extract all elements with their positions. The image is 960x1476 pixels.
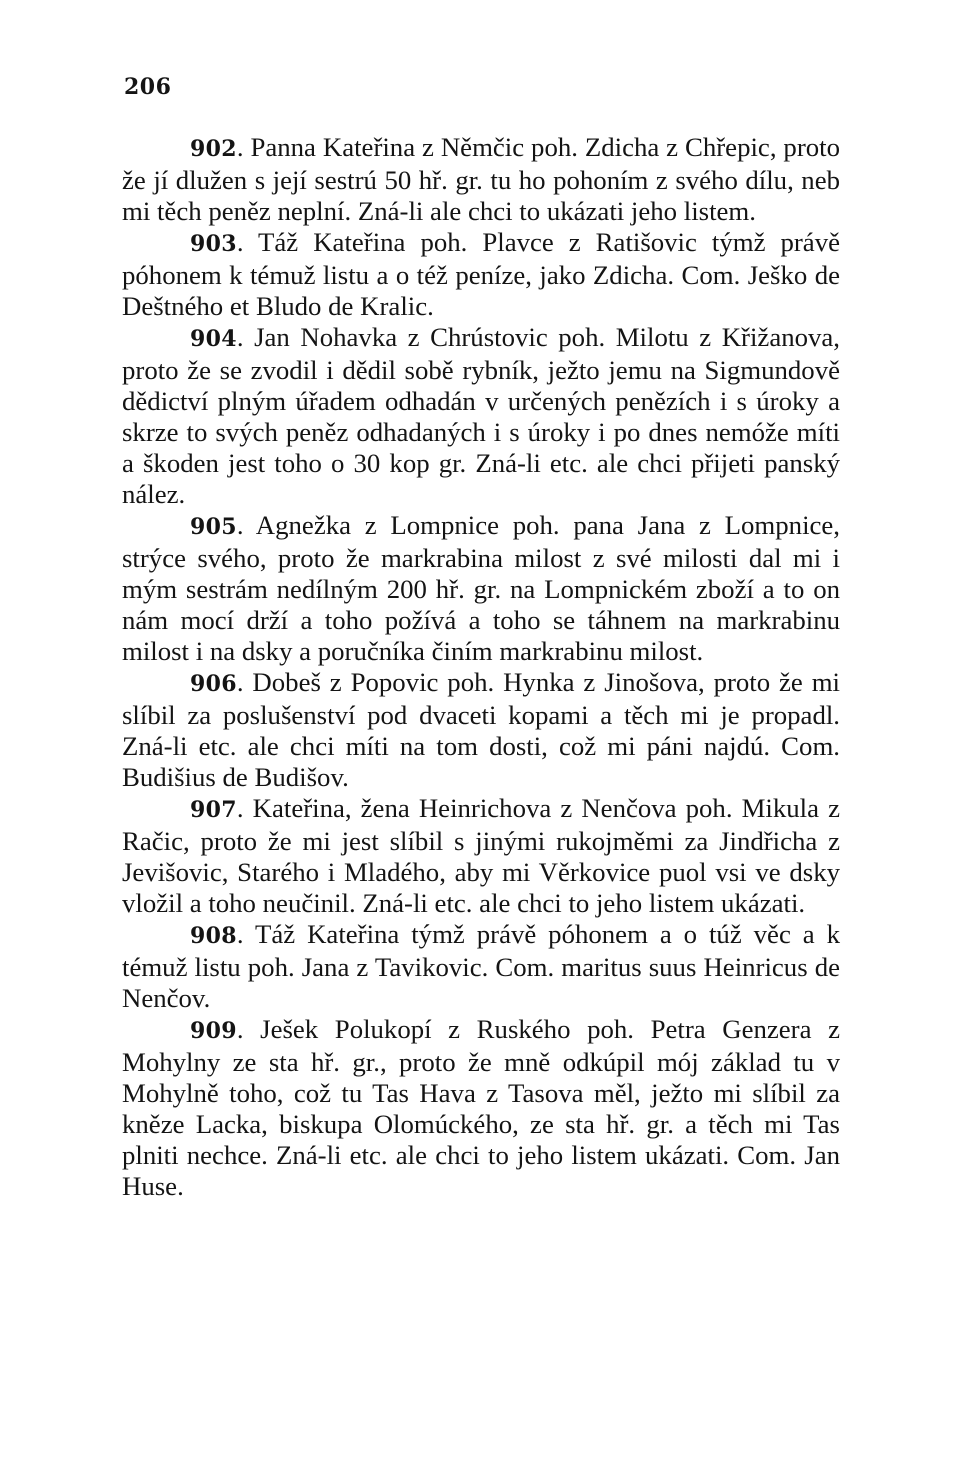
entry-903: 903. Táž Kateřina poh. Plavce z Ratišovic týmž právě póhonem k témuž listu a o též peníze, jako Zdicha. Com. Ješko de Deštného et Bludo de Kralic. (122, 227, 840, 321)
entry-number: 909 (190, 1018, 237, 1044)
entry-text: Jan Nohavka z Chrústovic poh. Milotu z Křižanova, proto že se zvodil i dědil sobě rybník, ježto jemu na Sigmundově dědictví plným úřadem odhadán v určených penězích i s úroky a skrze to svých peněz odhadaných i s úroky i po dnes nemóže míti a škoden jest toho o 30 kop gr. Zná-li etc. ale chci přijeti panský nález. (122, 322, 840, 509)
entry-number: 908 (190, 923, 237, 949)
entry-text: Táž Kateřina týmž právě póhonem a o túž věc a k témuž listu poh. Jana z Tavikovic. Com. maritus suus Heinricus de Nenčov. (122, 919, 840, 1013)
entry-906: 906. Dobeš z Popovic poh. Hynka z Jinošova, proto že mi slíbil za poslušenství pod dvaceti kopami a těch mi je propadl. Zná-li etc. ale chci míti na tom dosti, což mi páni najdú. Com. Budišius de Budišov. (122, 667, 840, 792)
entry-text: Kateřina, žena Heinrichova z Nenčova poh. Mikula z Račic, proto že mi jest slíbil s jinými rukojměmi za Jindřicha z Jevišovic, Starého i Mladého, aby mi Věrkovice puol vsi ve dsky vložil a toho neučinil. Zná-li etc. ale chci to jeho listem ukázati. (122, 793, 840, 918)
entry-904: 904. Jan Nohavka z Chrústovic poh. Milotu z Křižanova, proto že se zvodil i dědil sobě rybník, ježto jemu na Sigmundově dědictví plným úřadem odhadán v určených penězích i s úroky a skrze to svých peněz odhadaných i s úroky i po dnes nemóže míti a škoden jest toho o 30 kop gr. Zná-li etc. ale chci přijeti panský nález. (122, 322, 840, 509)
entry-text: Táž Kateřina poh. Plavce z Ratišovic týmž právě póhonem k témuž listu a o též peníze, jako Zdicha. Com. Ješko de Deštného et Bludo de Kralic. (122, 227, 840, 321)
entry-number: 902 (190, 136, 237, 162)
entry-number: 904 (190, 326, 237, 352)
entry-text: Agnežka z Lompnice poh. pana Jana z Lompnice, strýce svého, proto že markrabina milost z své milosti dal mi i mým sestrám nedílným 200 hř. gr. na Lompnickém zboží a to on nám mocí drží a toho požívá a toho se táhnem na markrabinu milost i na dsky a poručníka činím markrabinu milost. (122, 510, 840, 666)
entry-number: 905 (190, 514, 237, 540)
entry-text: Dobeš z Popovic poh. Hynka z Jinošova, proto že mi slíbil za poslušenství pod dvaceti kopami a těch mi je propadl. Zná-li etc. ale chci míti na tom dosti, což mi páni najdú. Com. Budišius de Budišov. (122, 667, 840, 792)
entries-list (122, 132, 840, 1202)
entry-number: 907 (190, 797, 237, 823)
entry-909: 909. Ješek Polukopí z Ruského poh. Petra Genzera z Mohylny ze sta hř. gr., proto že mně odkúpil mój základ tu v Mohylně toho, což tu Tas Hava z Tasova měl, ježto mi slíbil za kněze Lacka, biskupa Olomúckého, ze sta hř. gr. a těch mi Tas plniti nechce. Zná-li etc. ale chci to jeho listem ukázati. Com. Jan Huse. (122, 1014, 840, 1201)
entry-907: 907. Kateřina, žena Heinrichova z Nenčova poh. Mikula z Račic, proto že mi jest slíbil s jinými rukojměmi za Jindřicha z Jevišovic, Starého i Mladého, aby mi Věrkovice puol vsi ve dsky vložil a toho neučinil. Zná-li etc. ale chci to jeho listem ukázati. (122, 793, 840, 918)
entry-text: Panna Kateřina z Němčic poh. Zdicha z Chřepic, proto že jí dlužen s její sestrú 50 hř. gr. tu ho pohoním z svého dílu, neb mi těch peněz neplní. Zná-li ale chci to ukázati jeho listem. (122, 132, 840, 226)
entry-905: 905. Agnežka z Lompnice poh. pana Jana z Lompnice, strýce svého, proto že markrabina milost z své milosti dal mi i mým sestrám nedílným 200 hř. gr. na Lompnickém zboží a to on nám mocí drží a toho požívá a toho se táhnem na markrabinu milost i na dsky a poručníka činím markrabinu milost. (122, 510, 840, 666)
entry-908: 908. Táž Kateřina týmž právě póhonem a o túž věc a k témuž listu poh. Jana z Tavikovic. Com. maritus suus Heinricus de Nenčov. (122, 919, 840, 1013)
entry-text: Ješek Polukopí z Ruského poh. Petra Genzera z Mohylny ze sta hř. gr., proto že mně odkúpil mój základ tu v Mohylně toho, což tu Tas Hava z Tasova měl, ježto mi slíbil za kněze Lacka, biskupa Olomúckého, ze sta hř. gr. a těch mi Tas plniti nechce. Zná-li etc. ale chci to jeho listem ukázati. Com. Jan Huse. (122, 1014, 840, 1201)
entry-902: 902. Panna Kateřina z Němčic poh. Zdicha z Chřepic, proto že jí dlužen s její sestrú 50 hř. gr. tu ho pohoním z svého dílu, neb mi těch peněz neplní. Zná-li ale chci to ukázati jeho listem. (122, 132, 840, 226)
entry-number: 903 (190, 231, 237, 257)
page-number: 206 (124, 74, 172, 100)
entry-number: 906 (190, 671, 237, 697)
